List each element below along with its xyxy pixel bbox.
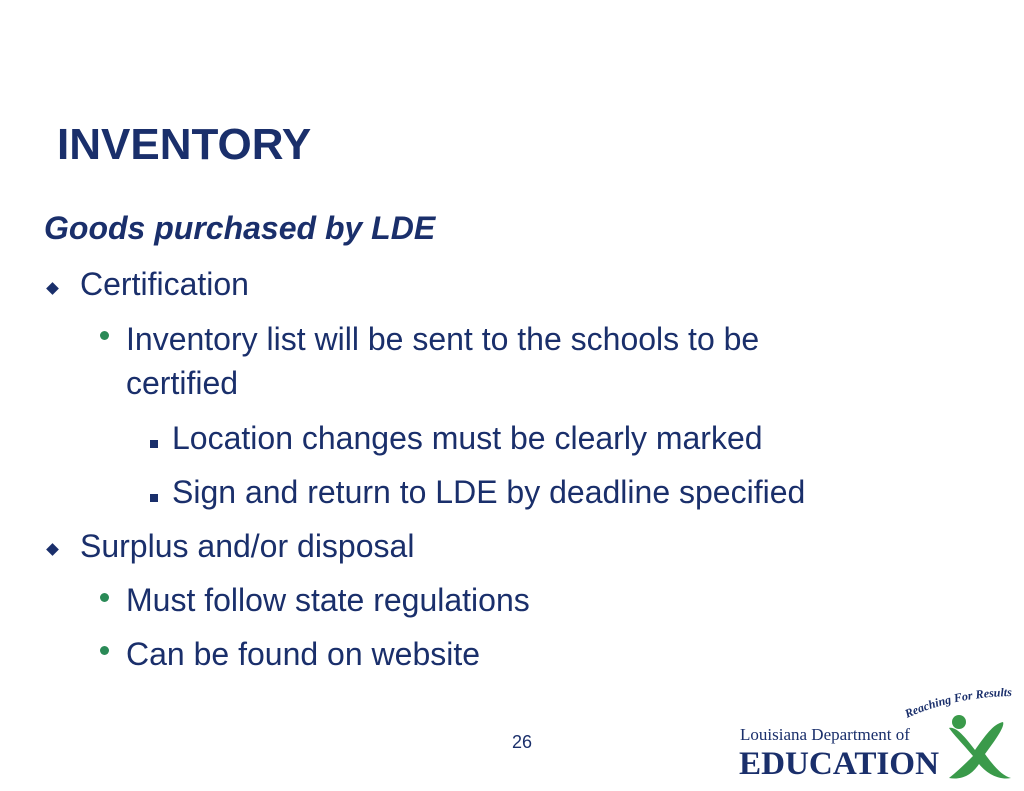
diamond-bullet-icon	[46, 543, 59, 556]
bullet-item: Sign and return to LDE by deadline specified	[172, 474, 806, 510]
slide-title: INVENTORY	[57, 120, 312, 169]
bullet-item: Surplus and/or disposal	[80, 528, 415, 564]
ldoe-logo	[735, 688, 1020, 783]
bullet-item: Certification	[80, 266, 249, 302]
bullet-item: Inventory list will be sent to the schools to be	[126, 321, 760, 357]
dot-bullet-icon	[100, 646, 109, 655]
logo-x-icon	[949, 715, 1011, 778]
dot-bullet-icon	[100, 331, 109, 340]
bullet-item: Location changes must be clearly marked	[172, 420, 763, 456]
logo-line2: EDUCATION	[739, 746, 940, 782]
slide-subtitle: Goods purchased by LDE	[44, 210, 436, 246]
bullet-item: Can be found on website	[126, 636, 481, 672]
square-bullet-icon	[150, 440, 158, 448]
diamond-bullet-icon	[46, 282, 59, 295]
dot-bullet-icon	[100, 593, 109, 602]
square-bullet-icon	[150, 494, 158, 502]
page-number: 26	[512, 732, 533, 752]
bullet-item: Must follow state regulations	[126, 582, 530, 618]
logo-line1: Louisiana Department of	[740, 725, 910, 744]
bullet-item-continuation: certified	[126, 365, 239, 401]
logo-tagline-path: Reaching For Results	[902, 688, 1013, 721]
